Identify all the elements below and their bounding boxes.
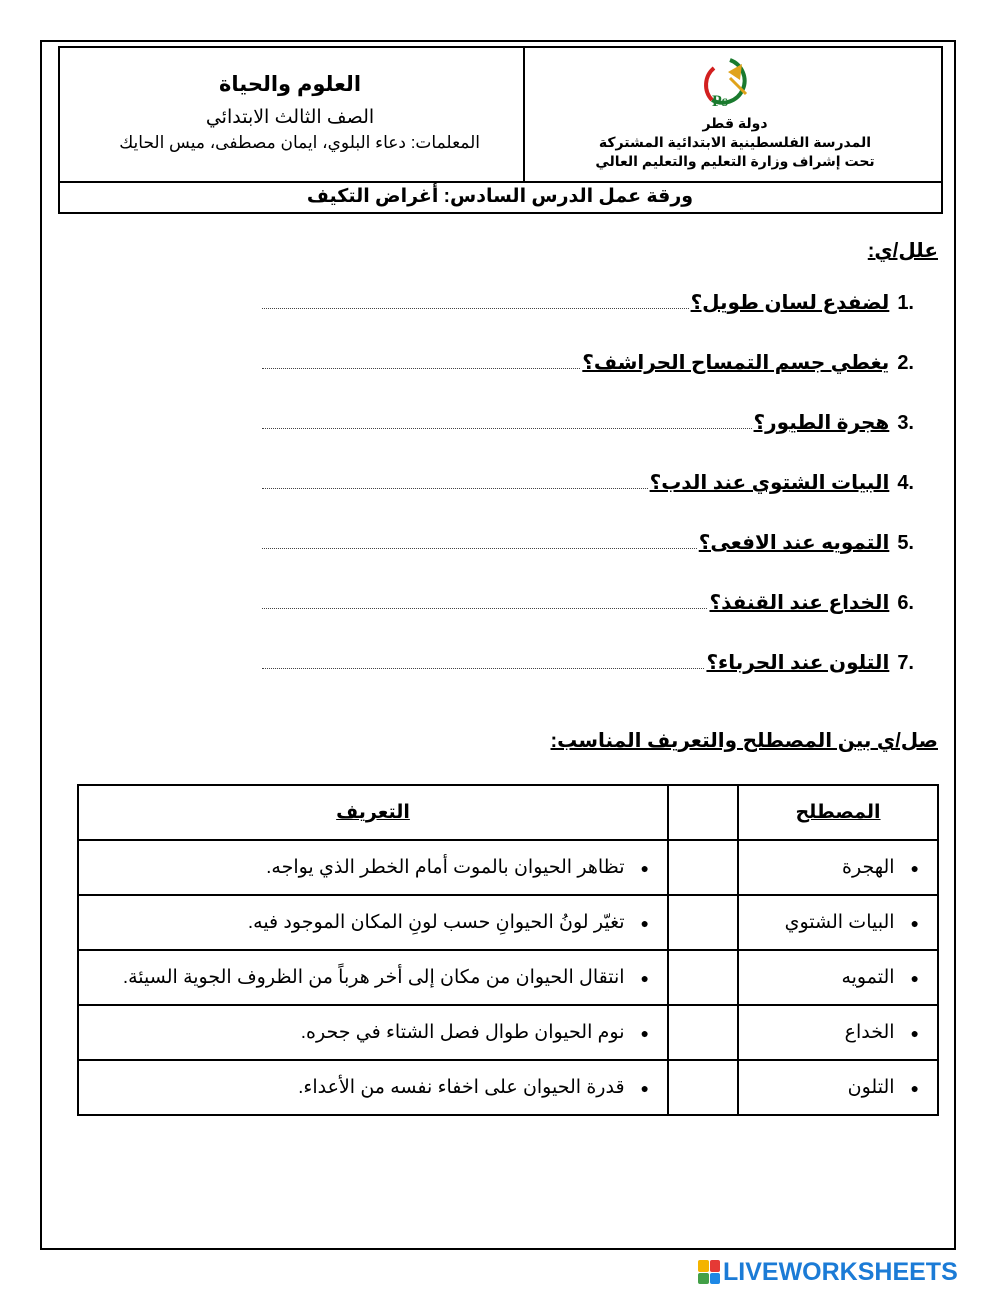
- bullet-icon: ●: [910, 860, 919, 876]
- definition-cell[interactable]: ●نوم الحيوان طوال فصل الشتاء في جحره.: [78, 1005, 668, 1060]
- worksheet-title: ورقة عمل الدرس السادس: أغراض التكيف: [306, 186, 694, 207]
- question-text: التمويه عند الافعى؟: [698, 532, 890, 554]
- question-item: [262, 585, 914, 615]
- answer-line[interactable]: [262, 547, 697, 549]
- term-cell[interactable]: ●التمويه: [738, 950, 938, 1005]
- question-number: 6.: [897, 592, 914, 614]
- question-number: 7.: [897, 652, 914, 674]
- term-cell[interactable]: ●البيات الشتوي: [738, 895, 938, 950]
- table-row: [78, 1060, 938, 1115]
- question-item: [262, 525, 914, 555]
- answer-line[interactable]: [262, 307, 689, 309]
- bullet-icon: ●: [640, 860, 649, 876]
- question-text: الخداع عند القنفذ؟: [709, 592, 890, 614]
- school-supervision: تحت إشراف وزارة التعليم والتعليم العالي: [595, 153, 875, 169]
- question-number: 4.: [897, 472, 914, 494]
- header-divider: [523, 46, 525, 182]
- question-item: [262, 345, 914, 375]
- question-number: 5.: [897, 532, 914, 554]
- term-cell[interactable]: ●التلون: [738, 1060, 938, 1115]
- table-row: [78, 1005, 938, 1060]
- definition-cell[interactable]: ●تغيّر لونُ الحيوانِ حسب لونِ المكان الموجود فيه.: [78, 895, 668, 950]
- answer-line[interactable]: [262, 487, 648, 489]
- table-row: [78, 840, 938, 895]
- logo-letters: Ps: [712, 93, 728, 110]
- brand-text: LIVEWORKSHEETS: [723, 1257, 958, 1286]
- school-logo-icon: [700, 54, 760, 114]
- liveworksheets-brand[interactable]: [698, 1258, 958, 1286]
- school-name: المدرسة الفلسطينية الابتدائية المشتركة: [598, 134, 872, 150]
- table-header-row: [78, 785, 938, 840]
- question-number: 2.: [897, 352, 914, 374]
- bullet-icon: ●: [910, 1080, 919, 1096]
- section-heading-explain: علل/ي:: [867, 240, 938, 262]
- gap-cell: [668, 895, 738, 950]
- gap-column-header: [668, 785, 738, 840]
- bullet-icon: ●: [640, 1025, 649, 1041]
- term-cell[interactable]: ●الخداع: [738, 1005, 938, 1060]
- liveworksheets-logo-icon: [698, 1260, 720, 1284]
- answer-line[interactable]: [262, 667, 704, 669]
- question-text: يغطي جسم التمساح الحراشف؟: [582, 352, 890, 374]
- definition-cell[interactable]: ●انتقال الحيوان من مكان إلى أخر هرباً من الظروف الجوية السيئة.: [78, 950, 668, 1005]
- bullet-icon: ●: [640, 1080, 649, 1096]
- question-item: [262, 285, 914, 315]
- term-column-header: المصطلح: [738, 785, 938, 840]
- bullet-icon: ●: [640, 915, 649, 931]
- gap-cell: [668, 840, 738, 895]
- matching-table: [77, 784, 939, 1116]
- school-country: دولة قطر: [702, 115, 768, 131]
- definition-cell[interactable]: ●قدرة الحيوان على اخفاء نفسه من الأعداء.: [78, 1060, 668, 1115]
- gap-cell: [668, 950, 738, 1005]
- question-item: [262, 405, 914, 435]
- question-text: هجرة الطيور؟: [753, 412, 890, 434]
- question-text: البيات الشتوي عند الدب؟: [649, 472, 890, 494]
- subject-title: العلوم والحياة: [218, 73, 362, 96]
- table-row: [78, 895, 938, 950]
- answer-line[interactable]: [262, 607, 707, 609]
- section-heading-match: صل/ي بين المصطلح والتعريف المناسب:: [550, 730, 938, 752]
- question-item: [262, 465, 914, 495]
- teachers-label: المعلمات: دعاء البلوي، ايمان مصطفى، ميس الحايك: [119, 133, 480, 152]
- question-text: التلون عند الحرباء؟: [706, 652, 890, 674]
- bullet-icon: ●: [910, 970, 919, 986]
- definition-column-header: التعريف: [78, 785, 668, 840]
- definition-cell[interactable]: ●تظاهر الحيوان بالموت أمام الخطر الذي يواجه.: [78, 840, 668, 895]
- bullet-icon: ●: [910, 915, 919, 931]
- gap-cell: [668, 1060, 738, 1115]
- answer-line[interactable]: [262, 427, 752, 429]
- gap-cell: [668, 1005, 738, 1060]
- question-text: لضفدع لسان طويل؟: [690, 292, 890, 314]
- bullet-icon: ●: [910, 1025, 919, 1041]
- question-number: 1.: [897, 292, 914, 314]
- grade-label: الصف الثالث الابتدائي: [205, 107, 375, 128]
- question-number: 3.: [897, 412, 914, 434]
- term-cell[interactable]: ●الهجرة: [738, 840, 938, 895]
- answer-line[interactable]: [262, 367, 580, 369]
- bullet-icon: ●: [640, 970, 649, 986]
- question-item: [262, 645, 914, 675]
- header-divider: [58, 181, 943, 183]
- table-row: [78, 950, 938, 1005]
